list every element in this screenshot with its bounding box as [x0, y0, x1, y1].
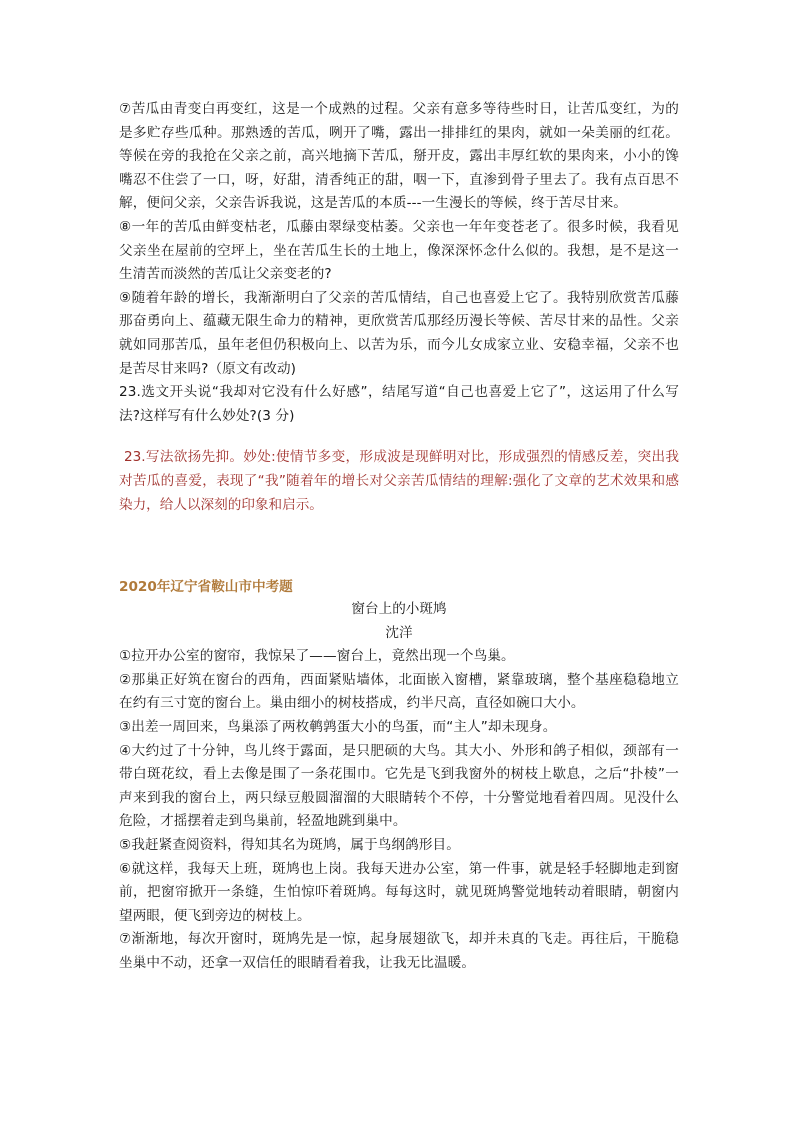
- article-paragraph-1: ①拉开办公室的窗帘，我惊呆了——窗台上，竟然出现一个鸟巢。: [119, 648, 515, 665]
- paragraph-9: ⑨随着年龄的增长，我渐渐明白了父亲的苦瓜情结，自己也喜爱上它了。我特别欣赏苦瓜藤那奋勇向上、蕴藏无限生命力的精神，更欣赏苦瓜那经历漫长等候、苦尽甘来的品性。父亲就如同那苦瓜，虽年老但仍积极向上、以苦为乐，而今儿女成家立业、安稳幸福，父亲不也是苦尽甘来吗?（原文有改动): [119, 289, 679, 377]
- article-paragraph-7: ⑦渐渐地，每次开窗时，斑鸠先是一惊，起身展翅欲飞，却并未真的飞走。再往后，干脆稳坐巢中不动，还拿一双信任的眼睛看着我，让我无比温暖。: [119, 931, 679, 971]
- article-title: 窗台上的小斑鸠: [351, 601, 447, 618]
- question-23: 23.选文开头说“我却对它没有什么好感”，结尾写道“自己也喜爱上它了”，这运用了什么写法?这样写有什么妙处?(3 分): [119, 384, 679, 424]
- article-paragraph-3: ③出差一周回来，鸟巢添了两枚鹌鹑蛋大小的鸟蛋，而“主人”却未现身。: [119, 719, 557, 736]
- answer-text: 23.写法欲扬先抑。妙处:使情节多变，形成波是现鲜明对比，形成强烈的情感反差，突出我对苦瓜的喜爱，表现了“我”随着年的增长对父亲苦瓜情结的理解:强化了文章的艺术效果和感染力，给人以深刻的印象和启示。: [119, 449, 679, 513]
- paragraph-8: ⑧一年的苦瓜由鲜变枯老，瓜藤由翠绿变枯萎。父亲也一年年变苍老了。很多时候，我看见父亲坐在屋前的空坪上，坐在苦瓜生长的土地上，像深深怀念什么似的。我想，是不是这一生清苦而淡然的苦瓜让父亲变老的?: [119, 218, 679, 283]
- article-author: 沈洋: [385, 624, 413, 641]
- section-heading: 2020年辽宁省鞍山市中考题: [119, 579, 293, 596]
- article-paragraph-4: ④大约过了十分钟，鸟儿终于露面，是只肥硕的大鸟。其大小、外形和鸽子相似，颈部有一带白斑花纹，看上去像是围了一条花围巾。它先是飞到我窗外的树枝上歇息，之后“扑棱”一声来到我的窗台上，两只绿豆般圆溜溜的大眼睛转个不停，十分警觉地看着四周。见没什么危险，才摇摆着走到鸟巢前，轻盈地跳到巢中。: [119, 742, 679, 830]
- article-paragraph-6: ⑥就这样，我每天上班，斑鸠也上岗。我每天进办公室，第一件事，就是轻手轻脚地走到窗前，把窗帘掀开一条缝，生怕惊吓着斑鸠。每每这时，就见斑鸠警觉地转动着眼睛，朝窗内望两眼，便飞到旁边的树枝上。: [119, 860, 679, 924]
- article-paragraph-2: ②那巢正好筑在窗台的西角，西面紧贴墙体，北面嵌入窗槽，紧靠玻璃，整个基座稳稳地立在约有三寸宽的窗台上。巢由细小的树枝搭成，约半尺高，直径如碗口大小。: [119, 671, 679, 712]
- paragraph-7: ⑦苦瓜由青变白再变红，这是一个成熟的过程。父亲有意多等待些时日，让苦瓜变红，为的是多贮存些瓜种。那熟透的苦瓜，咧开了嘴，露出一排排红的果肉，就如一朵美丽的红花。等候在旁的我抢在父亲之前，高兴地摘下苦瓜，掰开皮，露出丰厚红软的果肉来，小小的馋嘴忍不住尝了一口，呀，好甜，清香纯正的甜，咽一下，直渗到骨子里去了。我有点百思不解，便问父亲，父亲告诉我说，这是苦瓜的本质---一生漫长的等候，终于苦尽甘来。: [119, 101, 679, 212]
- article-paragraph-5: ⑤我赶紧查阅资料，得知其名为斑鸠，属于鸟纲鸽形目。: [119, 837, 460, 854]
- document-page: [119, 98, 679, 976]
- answer-23: [119, 446, 679, 517]
